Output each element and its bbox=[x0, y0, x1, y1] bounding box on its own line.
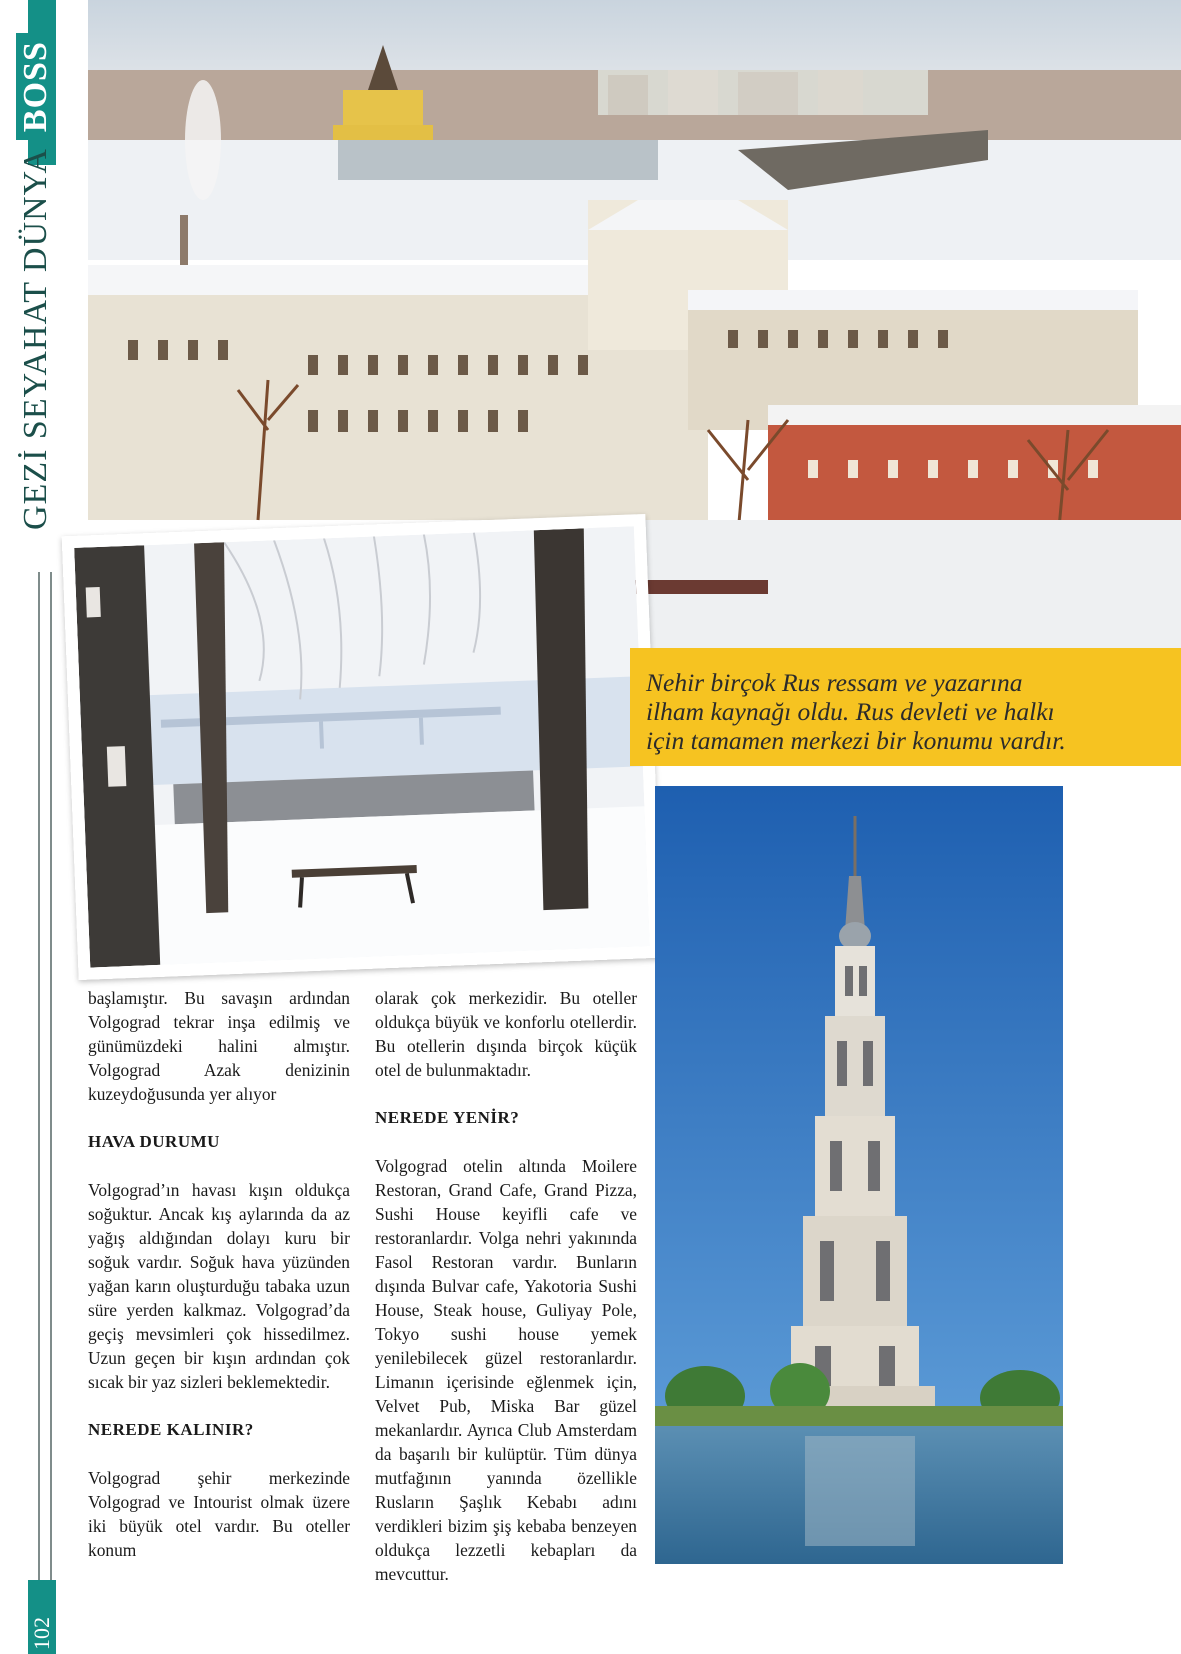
paragraph-dining: Volgograd otelin altında Moilere Restoran, Grand Cafe, Grand Pizza, Sushi House keyifli cafe ve restoranlardır. Volga nehri yakınında Fasol Restoran vardır. Bunların dışında Bulvar cafe, Yakotoria Sushi House, Steak house, Guliyay Pole, Tokyo sushi house yemek yenilebilecek güzel restoranlardır. Limanın içerisinde eğlenmek için, Velvet Pub, Miska Bar güzel mekanlardır. Ayrıca Club Amsterdam da başarılı bir kulüptür. Tüm dünya mutfağının yanında özellikle Rusların Şaşlık Kebabı adını verdikleri bizim şiş kebaba benzeyen oldukça lezzetli kebapları da mevcuttur. bbox=[375, 1156, 637, 1584]
brand-label: BOSS bbox=[16, 33, 56, 140]
text-column-2 bbox=[375, 986, 637, 1586]
side-rule-lines bbox=[38, 572, 52, 1582]
paragraph-accommodation: Volgograd şehir merkezinde Volgograd ve Intourist olmak üzere iki büyük otel vardır. Bu oteller konum bbox=[88, 1468, 350, 1560]
photo-caption bbox=[630, 648, 1181, 766]
bell-tower-photo bbox=[655, 786, 1063, 1564]
winter-park-photo bbox=[62, 514, 663, 980]
section-title bbox=[16, 0, 56, 540]
caption-line: Nehir birçok Rus ressam ve yazarına bbox=[646, 668, 1023, 697]
heading-accommodation: NEREDE KALINIR? bbox=[88, 1420, 254, 1439]
heading-dining: NEREDE YENİR? bbox=[375, 1108, 520, 1127]
page-number: 102 bbox=[29, 1617, 54, 1650]
caption-line: için tamamen merkezi bir konumu vardır. bbox=[646, 726, 1066, 755]
section-title-text: GEZİ SEYAHAT DÜNYA bbox=[17, 148, 54, 530]
paragraph-intro: başlamıştır. Bu savaşın ardından Volgograd tekrar inşa edilmiş ve günümüzdeki halini almıştır. Volgograd Azak denizinin kuzeydoğusunda yer alıyor bbox=[88, 988, 350, 1104]
heading-weather: HAVA DURUMU bbox=[88, 1132, 220, 1151]
paragraph-accommodation-cont: olarak çok merkezidir. Bu oteller oldukça büyük ve konforlu otellerdir. Bu otellerin dışında birçok küçük otel de bulunmaktadır. bbox=[375, 988, 637, 1080]
caption-line: ilham kaynağı oldu. Rus devleti ve halkı bbox=[646, 697, 1055, 726]
text-column-1 bbox=[88, 986, 350, 1562]
paragraph-weather: Volgograd’ın havası kışın oldukça soğuktur. Ancak kış aylarında da az yağış aldığından dolayı kuru bir soğuk vardır. Soğuk hava yüzünden yağan karın oluşturduğu tabaka uzun süre yerden kalkmaz. Volgograd’da geçiş mevsimleri çok hissedilmez. Uzun geçen bir kışın ardından çok sıcak bir yaz sizleri beklemektedir. bbox=[88, 1180, 350, 1392]
